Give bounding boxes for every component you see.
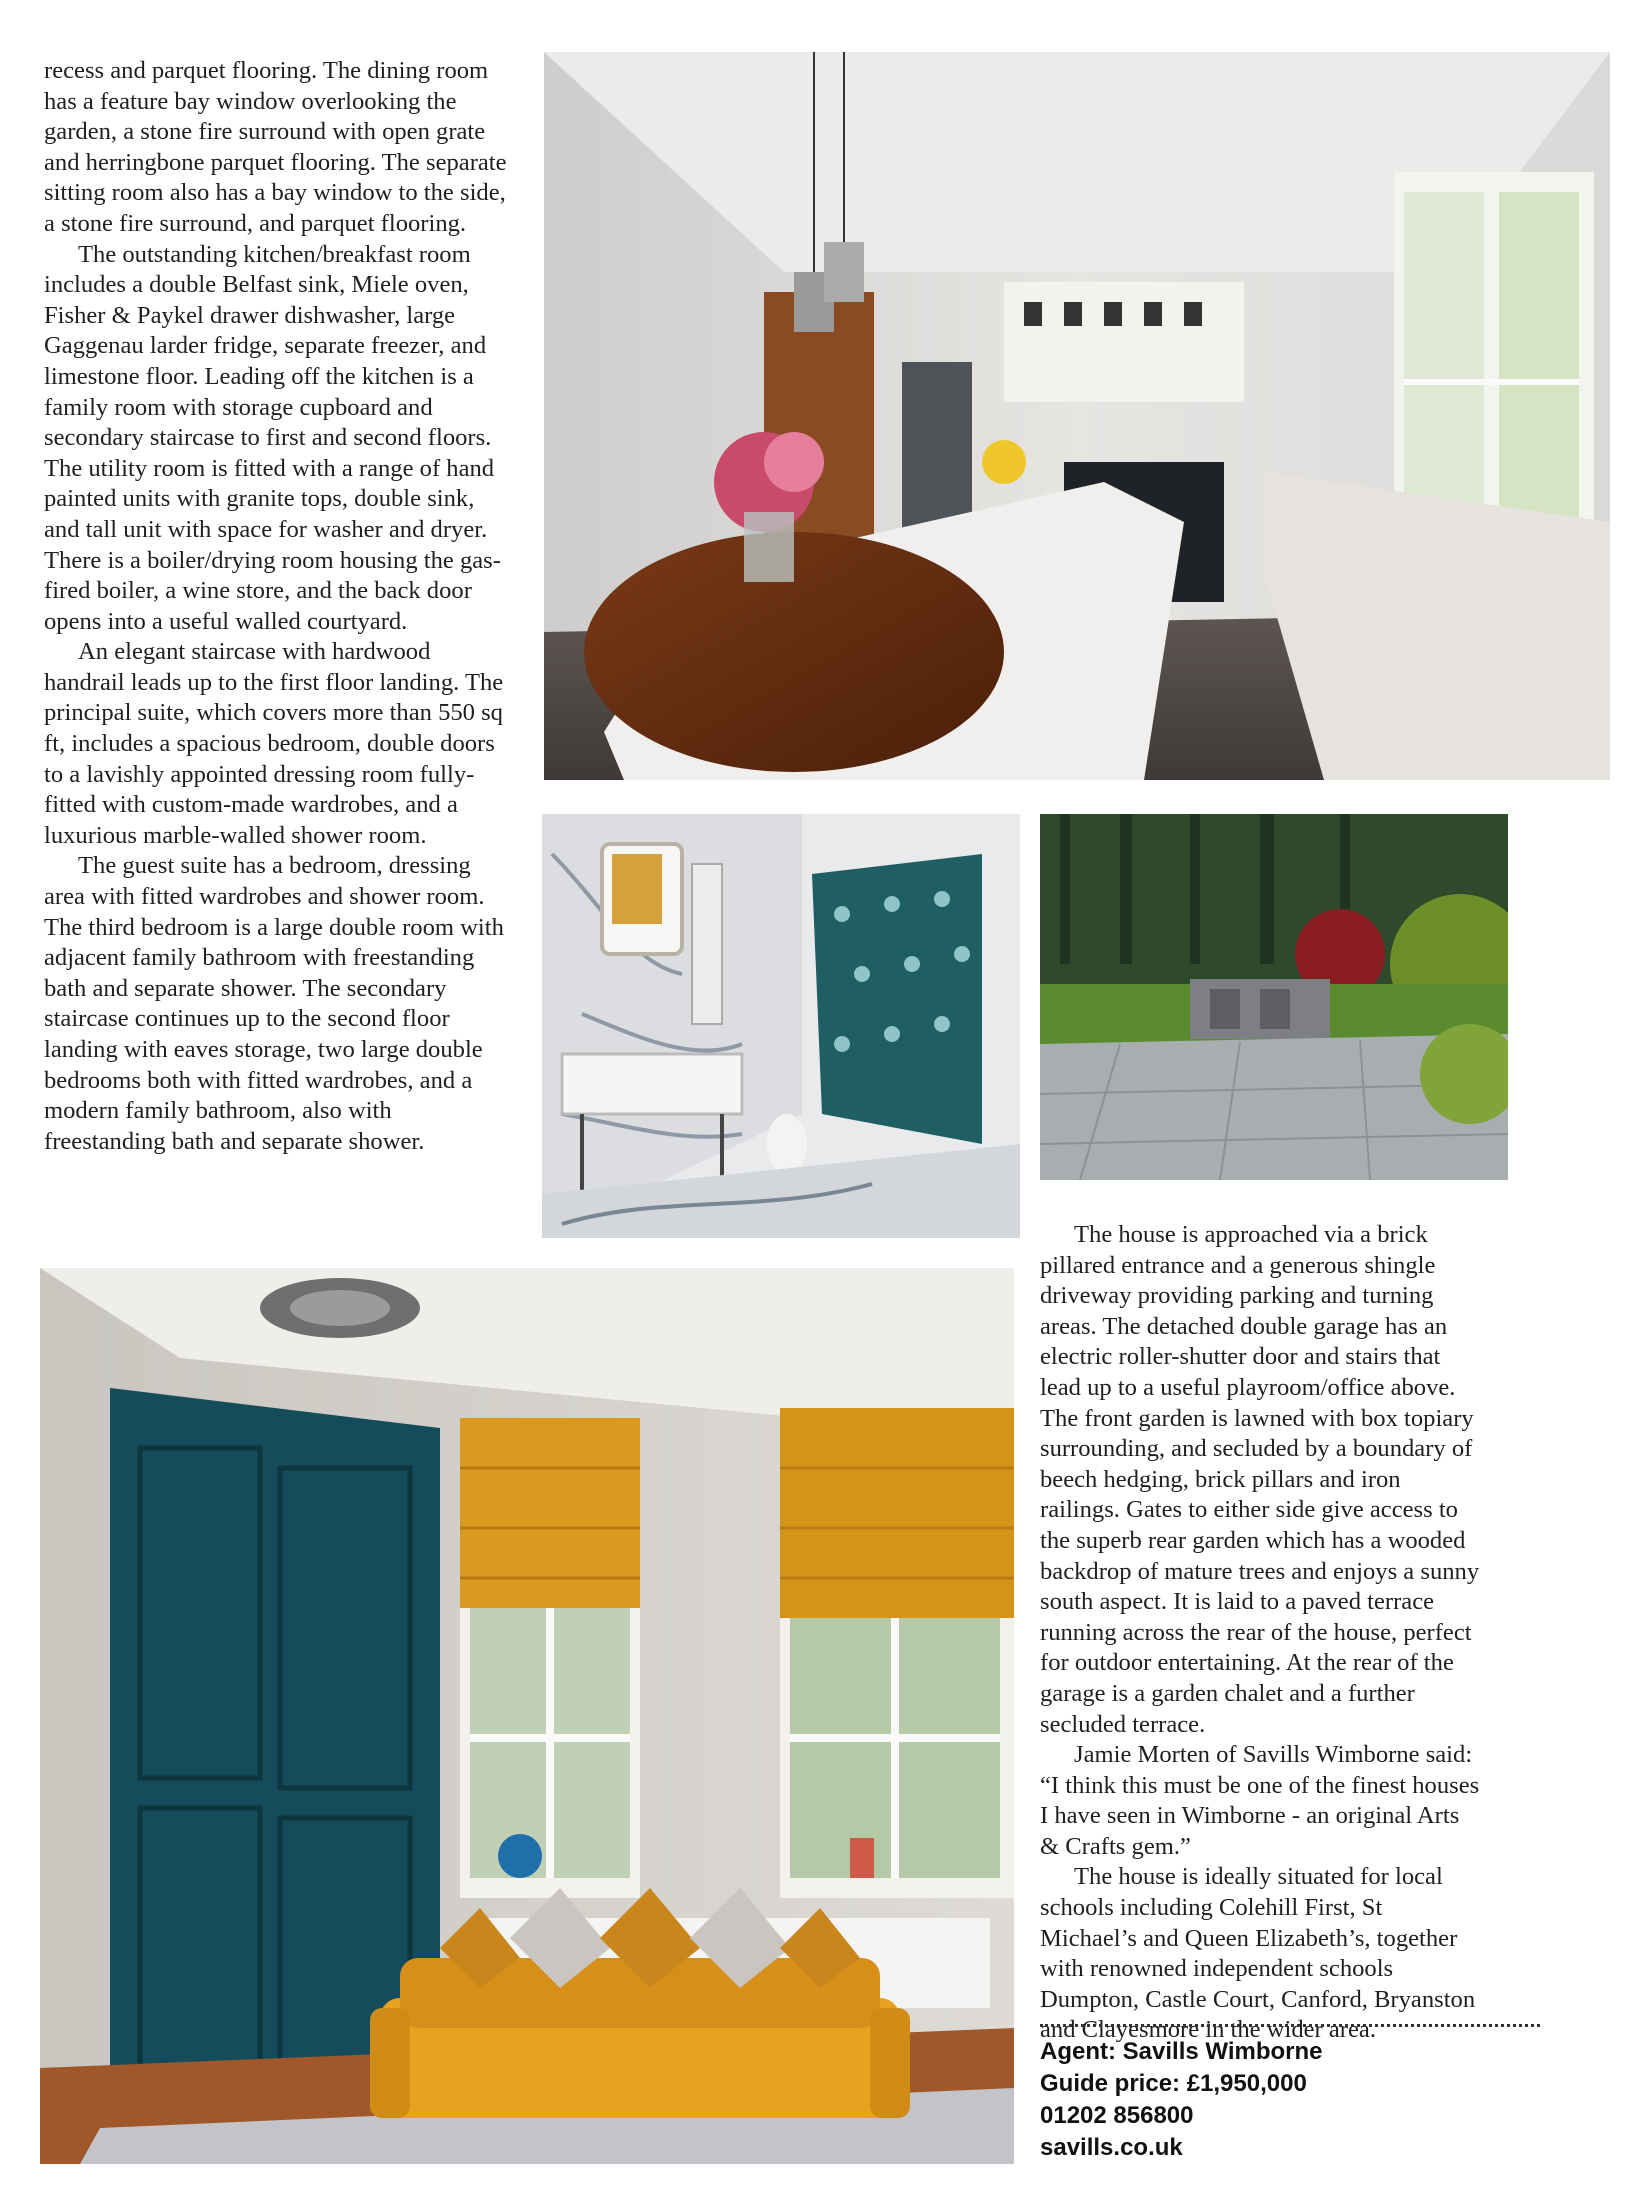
left-text-column xyxy=(44,56,514,1157)
website-link[interactable]: savills.co.uk xyxy=(1040,2134,1183,2161)
dotted-divider xyxy=(1040,2024,1540,2027)
paragraph: The house is approached via a brick pillared entrance and a generous shingle driveway providing parking and turning areas. The detached double garage has an electric roller-shutter door and stairs that lead up to a useful playroom/office above. The front garden is lawned with box topiary surrounding, and secluded by a boundary of beech hedging, brick pillars and iron railings. Gates to either side give access to the superb rear garden which has a wooded backdrop of mature trees and enjoys a sunny south aspect. It is laid to a paved terrace running across the rear of the house, perfect for outdoor entertaining. At the rear of the garage is a garden chalet and a further secluded terrace. xyxy=(1040,1221,1480,1738)
right-text-column xyxy=(1040,1220,1480,2046)
bathroom-photo xyxy=(542,814,1020,1238)
paragraph: recess and parquet flooring. The dining room has a feature bay window overlooking the garden, a stone fire surround with open grate and herringbone parquet flooring. The separate sitting room also has a bay window to the side, a stone fire surround, and parquet flooring. xyxy=(44,57,507,237)
guide-price: Guide price: £1,950,000 xyxy=(1040,2070,1307,2097)
paragraph: The outstanding kitchen/breakfast room includes a double Belfast sink, Miele oven, Fisher & Paykel drawer dishwasher, large Gaggenau larder fridge, separate freezer, and limestone floor. Leading off the kitchen is a family room with storage cupboard and secondary staircase to first and second floors. The utility room is fitted with a range of hand painted units with granite tops, double sink, and tall unit with space for washer and dryer. There is a boiler/drying room housing the gas-fired boiler, a wine store, and the back door opens into a useful walled courtyard. xyxy=(44,240,501,635)
listing-details xyxy=(1040,2036,1323,2164)
bedroom-photo xyxy=(40,1268,1014,2164)
garden-photo xyxy=(1040,814,1508,1180)
paragraph: The house is ideally situated for local schools including Colehill First, St Michael’s and Queen Elizabeth’s, together with renowned independent schools Dumpton, Castle Court, Canford, Bryanston and Clayesmore in the wider area. xyxy=(1040,1863,1476,2044)
paragraph: Jamie Morten of Savills Wimborne said: “I think this must be one of the finest houses I have seen in Wimborne - an original Arts & Crafts gem.” xyxy=(1040,1741,1480,1860)
paragraph: The guest suite has a bedroom, dressing area with fitted wardrobes and shower room. The third bedroom is a large double room with adjacent family bathroom with freestanding bath and separate shower. The secondary staircase continues up to the second floor landing with eaves storage, two large double bedrooms both with fitted wardrobes, and a modern family bathroom, also with freestanding bath and separate shower. xyxy=(44,852,504,1155)
agent-name: Agent: Savills Wimborne xyxy=(1040,2038,1323,2065)
phone-number: 01202 856800 xyxy=(1040,2102,1194,2129)
kitchen-photo xyxy=(544,52,1610,780)
paragraph: An elegant staircase with hardwood handrail leads up to the first floor landing. The principal suite, which covers more than 550 sq ft, includes a spacious bedroom, double doors to a lavishly appointed dressing room fully-fitted with custom-made wardrobes, and a luxurious marble-walled shower room. xyxy=(44,638,504,849)
